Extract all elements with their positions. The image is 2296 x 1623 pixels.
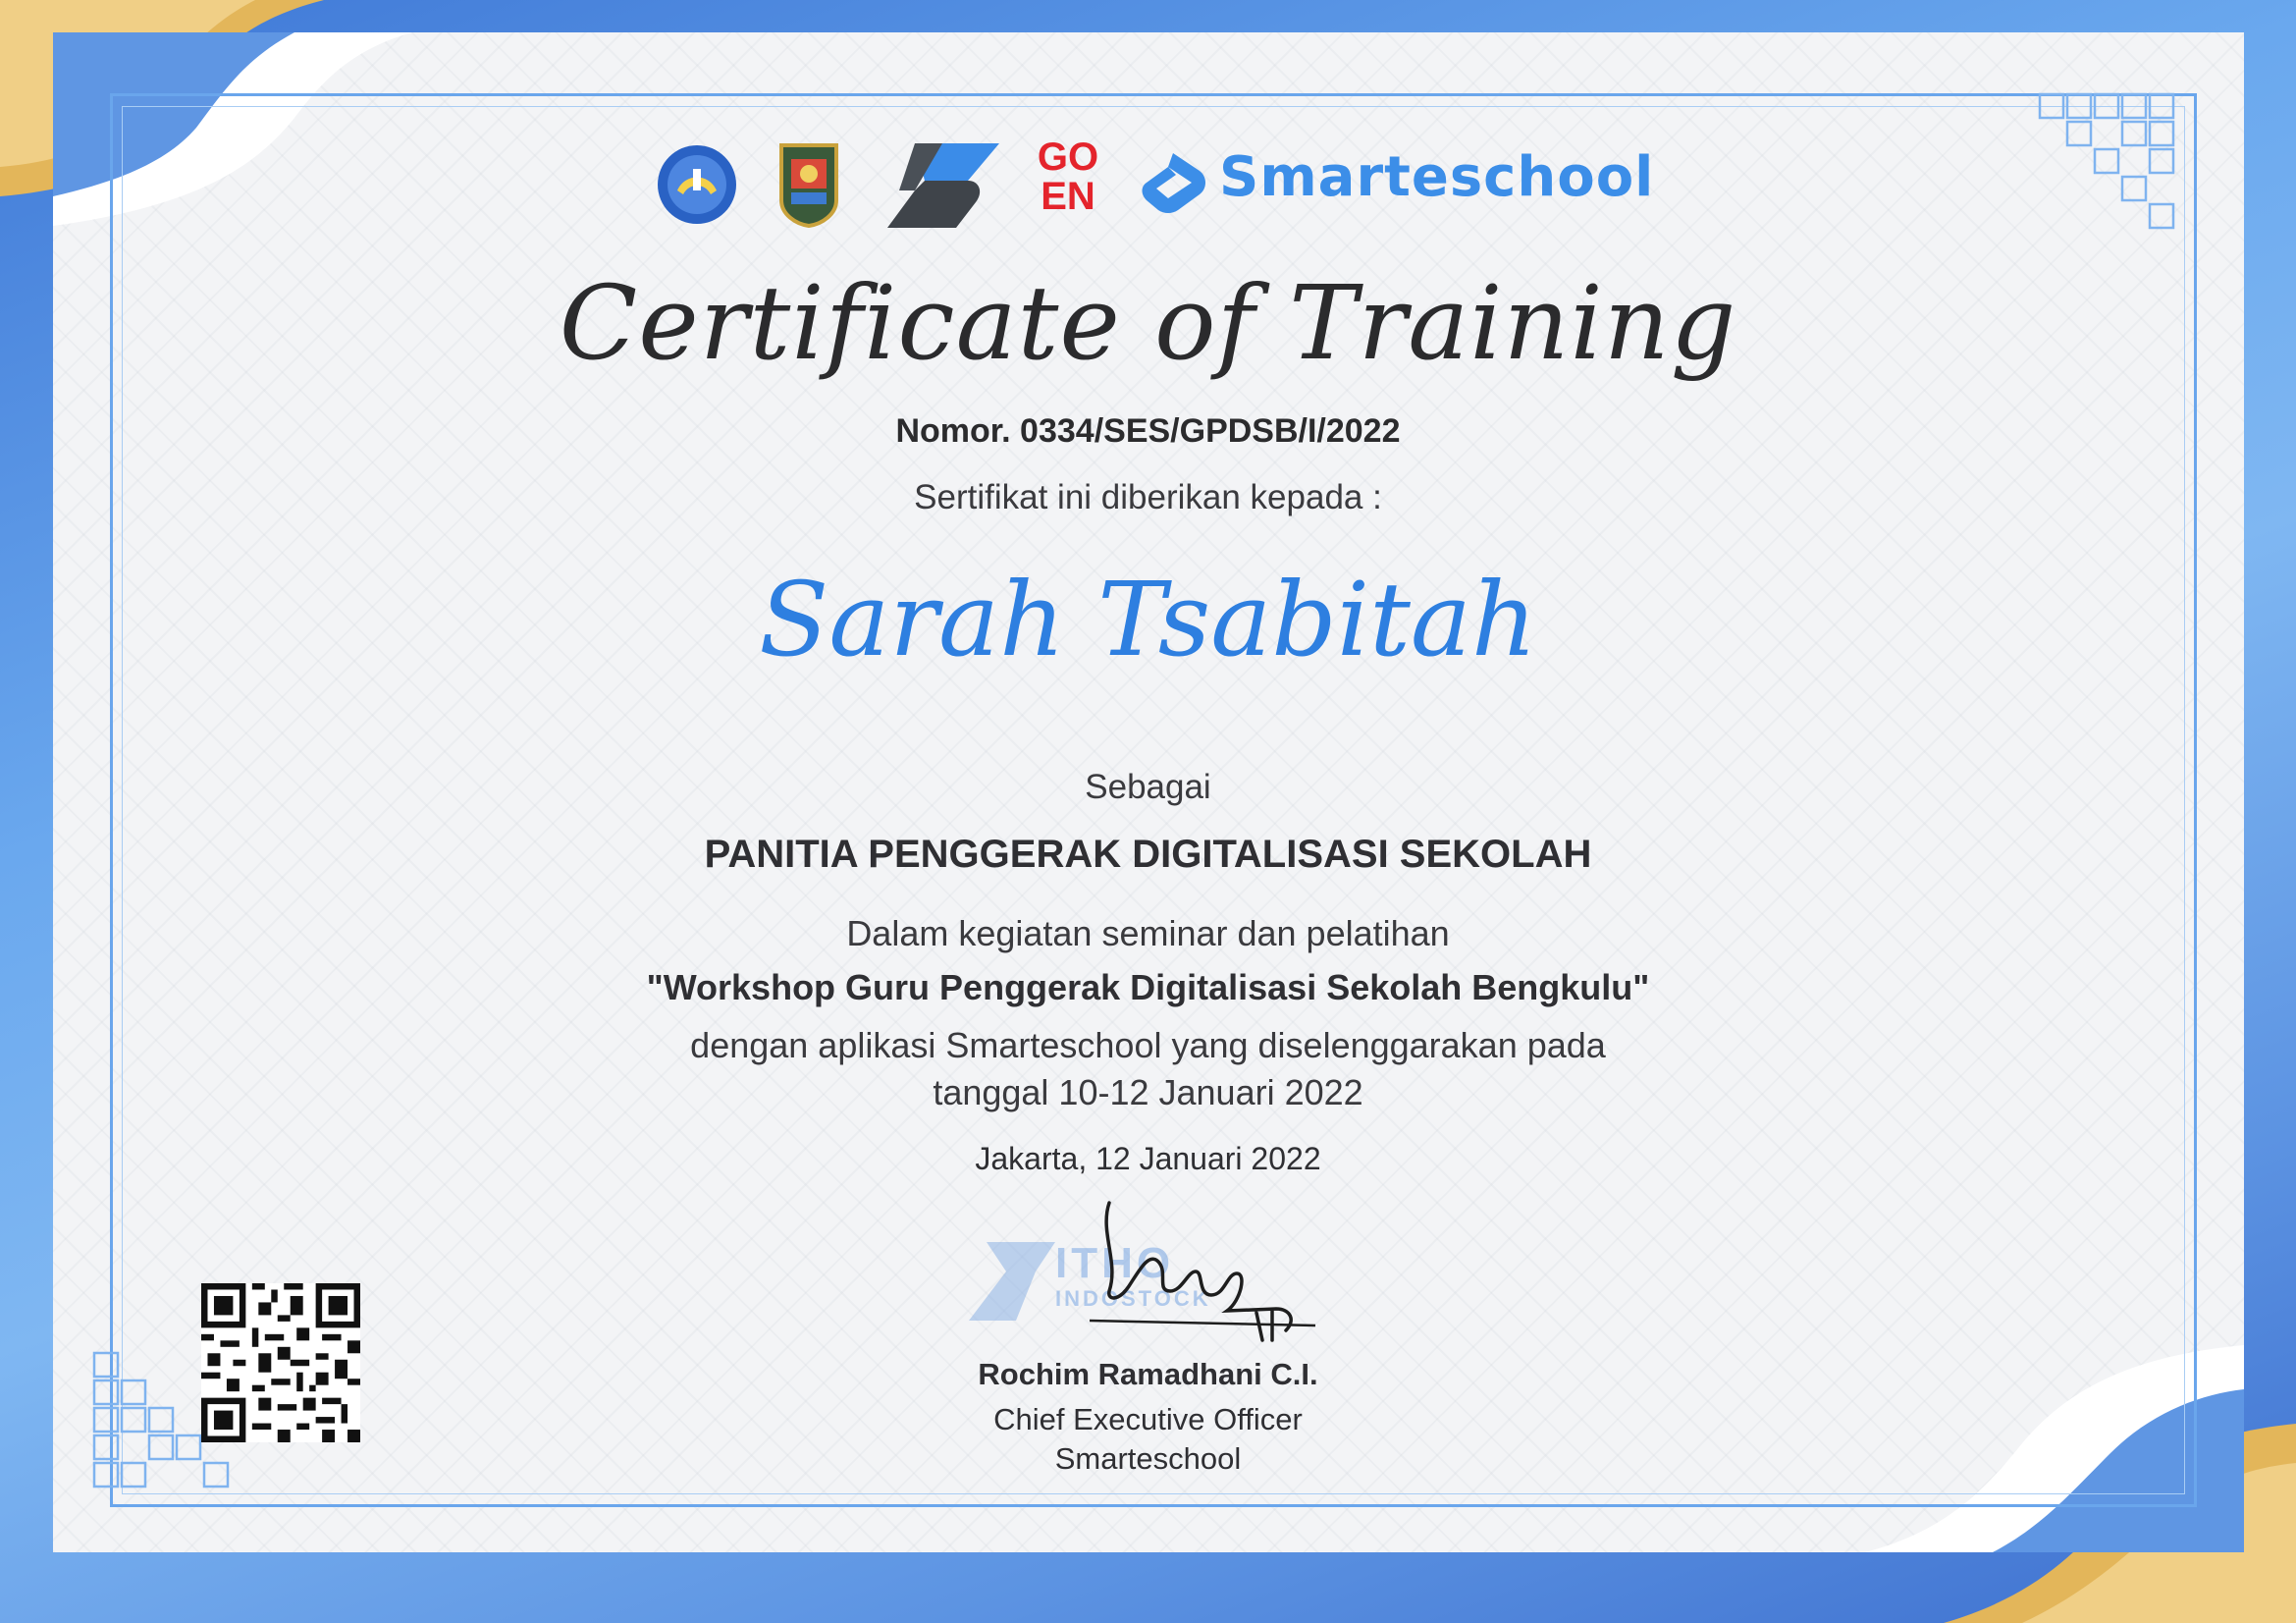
signatory-organization: Smarteschool <box>1054 1441 1242 1476</box>
event-intro: Dalam kegiatan seminar dan pelatihan <box>846 913 1450 953</box>
as-label: Sebagai <box>1085 768 1211 806</box>
certificate-title: Certificate of Training <box>559 263 1737 383</box>
role-title: PANITIA PENGGERAK DIGITALISASI SEKOLAH <box>704 833 1592 876</box>
signatory-position: Chief Executive Officer <box>993 1402 1303 1436</box>
smarteschool-wordmark: Smarteschool <box>1219 145 1655 209</box>
event-description: dengan aplikasi Smarteschool yang diselenggarakan pada <box>690 1025 1606 1065</box>
event-name: "Workshop Guru Penggerak Digitalisasi Sekolah Bengkulu" <box>646 967 1650 1007</box>
bengkulu-province-emblem-icon <box>777 141 840 228</box>
goen-logo: GO EN <box>1037 135 1099 218</box>
recipient-name: Sarah Tsabitah <box>759 560 1537 679</box>
stamp-text: ITHO <box>1055 1239 1175 1287</box>
kemdikbud-emblem-icon <box>656 143 738 226</box>
qr-code-icon[interactable] <box>201 1283 360 1442</box>
s-brand-mark-icon <box>885 141 1001 230</box>
stamp-subtext: INDOSTOCK <box>1055 1286 1211 1311</box>
signatory-name: Rochim Ramadhani C.I. <box>978 1357 1318 1391</box>
place-date: Jakarta, 12 Januari 2022 <box>975 1141 1321 1176</box>
given-to-label: Sertifikat ini diberikan kepada : <box>914 478 1382 516</box>
smarteschool-logo-icon <box>1139 149 1207 218</box>
certificate-number: Nomor. 0334/SES/GPDSB/I/2022 <box>895 412 1401 450</box>
event-dates: tanggal 10-12 Januari 2022 <box>933 1072 1363 1112</box>
signature-icon <box>1080 1193 1335 1350</box>
partner-logos <box>0 135 2296 234</box>
